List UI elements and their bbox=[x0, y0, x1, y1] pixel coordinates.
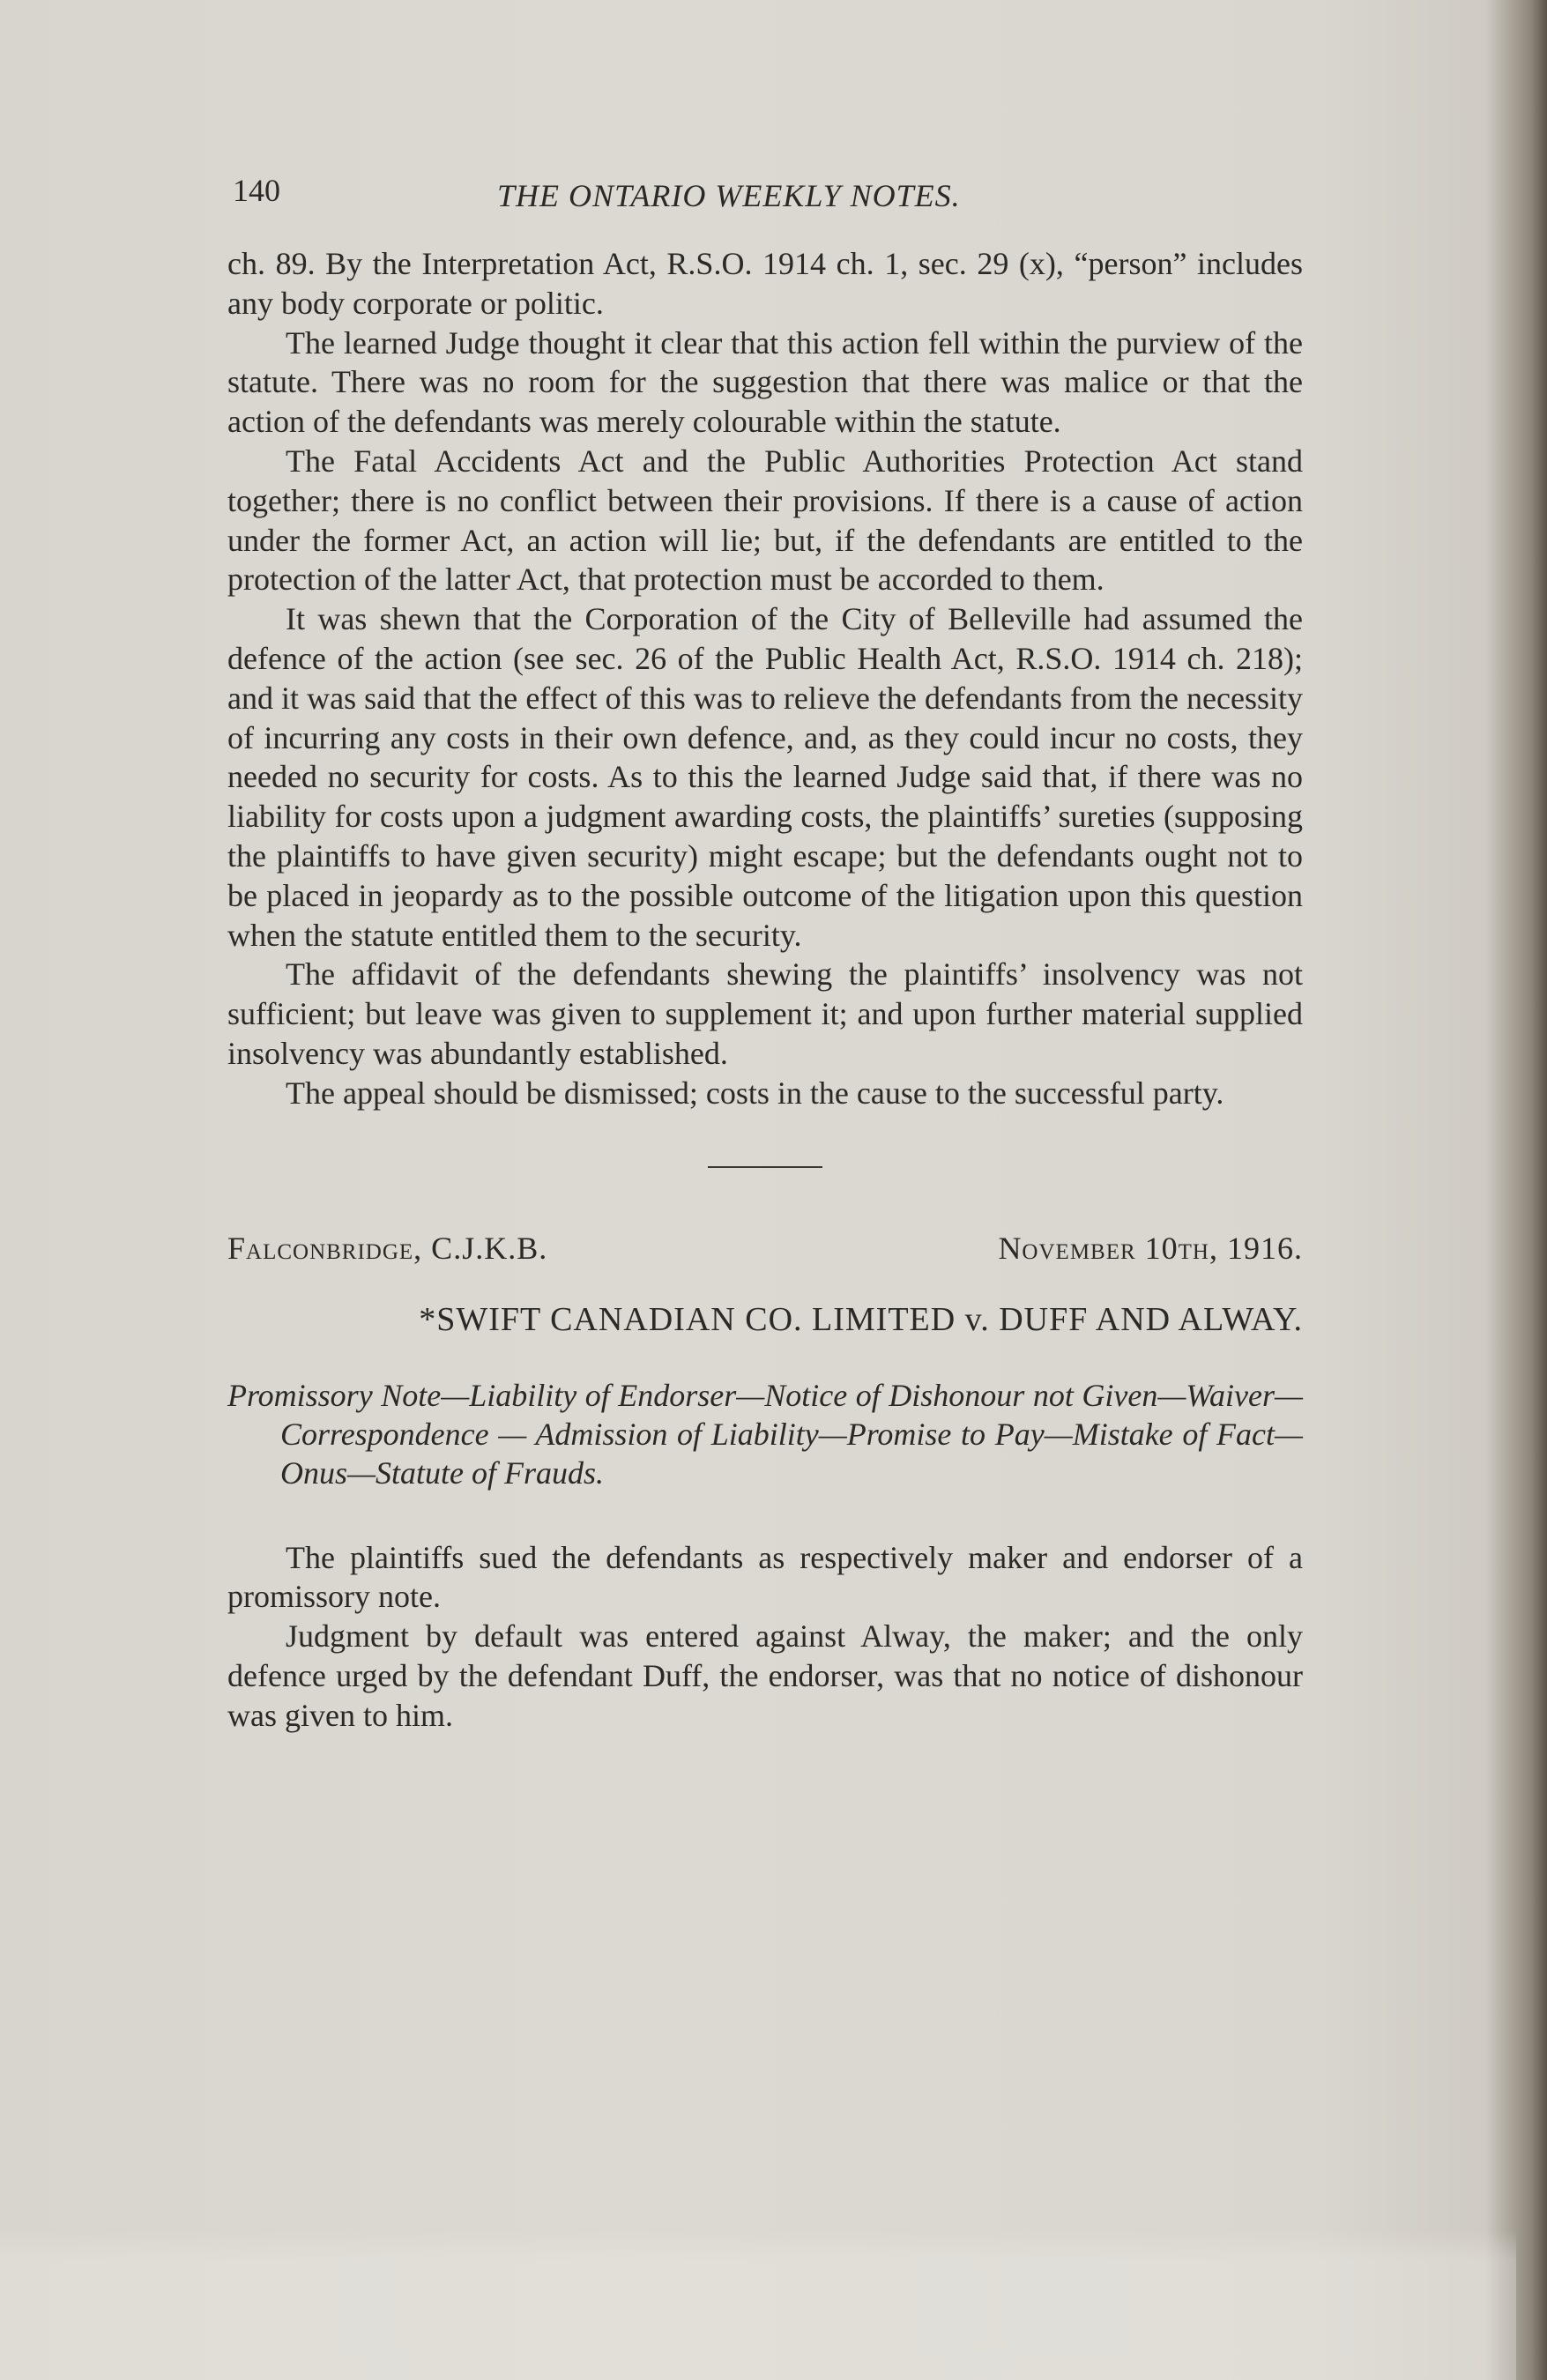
headnote: Promissory Note—Liability of Endorser—Notice of Dishonour not Given—Waiver—Correspondence — Admission of Liability—Promise to Pay—Mistake of Fact—Onus—Statute of Frauds. bbox=[227, 1377, 1303, 1491]
judge-name: Falconbridge, C.J.K.B. bbox=[227, 1230, 548, 1266]
paragraph: Judgment by default was entered against Alway, the maker; and the only defence urged by the defendant Duff, the endorser, was that no notice of dishonour was given to him. bbox=[227, 1618, 1303, 1733]
running-head bbox=[227, 172, 1303, 234]
section-divider bbox=[708, 1166, 822, 1168]
court-line bbox=[227, 1230, 1303, 1267]
page-number: 140 bbox=[233, 173, 280, 208]
paragraph: The learned Judge thought it clear that this action fell within the purview of the statute. There was no room for the suggestion that there was malice or that the action of the defendants was merely colourable within the statute. bbox=[227, 324, 1303, 440]
paragraph: The appeal should be dismissed; costs in the cause to the successful party. bbox=[286, 1075, 1224, 1111]
journal-title: THE ONTARIO WEEKLY NOTES. bbox=[497, 178, 961, 213]
case-title: *SWIFT CANADIAN CO. LIMITED v. DUFF AND ALWAY. bbox=[419, 1300, 1303, 1338]
paragraph: The affidavit of the defendants shewing the plaintiffs’ insolvency was not sufficient; but leave was given to supplement it; and upon further material supplied insolvency was abundantly established. bbox=[227, 956, 1303, 1071]
paragraph: It was shewn that the Corporation of the City of Belleville had assumed the defence of the action (see sec. 26 of the Public Health Act, R.S.O. 1914 ch. 218); and it was said that the effect of this was to relieve the defendants from the necessity of incurring any costs in their own defence, and, as they could incur no costs, they needed no security for costs. As to this the learned Judge said that, if there was no liability for costs upon a judgment awarding costs, the plaintiffs’ sureties (supposing the plaintiffs to have given security) might escape; but the defendants ought not to be placed in jeopardy as to the possible outcome of the litigation upon this question when the statute entitled them to the security. bbox=[227, 601, 1303, 953]
case-body bbox=[227, 1538, 1303, 1736]
decision-date: November 10th, 1916. bbox=[998, 1230, 1303, 1266]
paragraph: The Fatal Accidents Act and the Public Authorities Protection Act stand together; there is no conflict between their provisions. If there is a cause of action under the former Act, an action will lie; but, if the defendants are entitled to the protection of the latter Act, that protection must be accorded to them. bbox=[227, 443, 1303, 598]
page-bottom-strip bbox=[0, 2230, 1516, 2380]
paragraph: ch. 89. By the Interpretation Act, R.S.O. 1914 ch. 1, sec. 29 (x), “person” includes any body corporate or politic. bbox=[227, 246, 1303, 321]
paragraph: The plaintiffs sued the defendants as respectively maker and endorser of a promissory note. bbox=[227, 1539, 1303, 1615]
page-content bbox=[227, 172, 1303, 1736]
